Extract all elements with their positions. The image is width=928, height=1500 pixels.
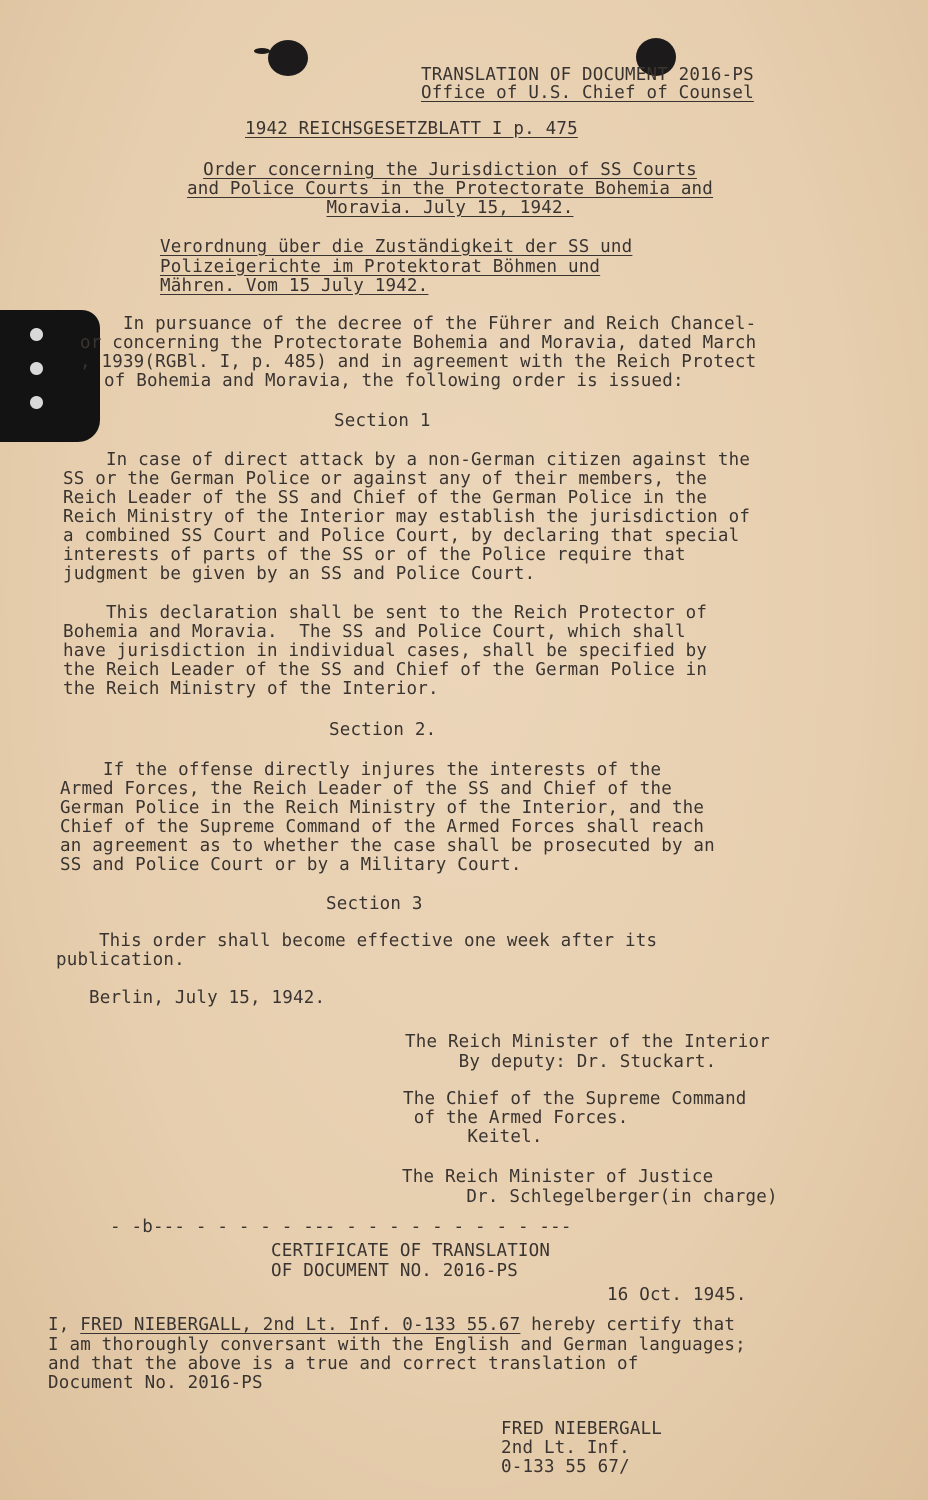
- citation: 1942 REICHSGESETZBLATT I p. 475: [245, 119, 578, 139]
- section1-para1-line: Reich Ministry of the Interior may establish the jurisdiction of: [63, 507, 751, 527]
- punch-hole: [30, 396, 43, 409]
- ink-blot: [268, 40, 308, 76]
- certificate-line: I am thoroughly conversant with the English and German languages;: [48, 1335, 746, 1355]
- header-line1: TRANSLATION OF DOCUMENT 2016-PS: [421, 65, 754, 85]
- header-line2: Office of U.S. Chief of Counsel: [421, 83, 754, 103]
- section1-heading: Section 1: [334, 411, 431, 431]
- translator-rank: 2nd Lt. Inf.: [501, 1438, 630, 1458]
- certificate-date: 16 Oct. 1945.: [607, 1285, 747, 1305]
- preamble-line: or concerning the Protectorate Bohemia and Moravia, dated March: [80, 333, 757, 353]
- signature-line: By deputy: Dr. Stuckart.: [405, 1052, 717, 1072]
- section2-line: If the offense directly injures the interests of the: [60, 760, 662, 780]
- translator-serial: 0-133 55 67/: [501, 1457, 630, 1477]
- section1-para1-line: a combined SS Court and Police Court, by declaring that special: [63, 526, 740, 546]
- section2-line: Chief of the Supreme Command of the Armed Forces shall reach: [60, 817, 705, 837]
- section1-para2-line: Bohemia and Moravia. The SS and Police Court, which shall: [63, 622, 686, 642]
- separator-line: - -b--- - - - - - --- - - - - - - - - - ---: [110, 1217, 572, 1237]
- certificate-title: CERTIFICATE OF TRANSLATION: [271, 1241, 551, 1261]
- section1-para1-line: interests of parts of the SS or of the Police require that: [63, 545, 686, 565]
- translator-name: FRED NIEBERGALL, 2nd Lt. Inf. 0-133 55.67: [80, 1315, 521, 1335]
- translator-signature: FRED NIEBERGALL: [501, 1419, 663, 1439]
- section1-para2-line: This declaration shall be sent to the Reich Protector of: [63, 603, 708, 623]
- section3-heading: Section 3: [326, 894, 423, 914]
- signature-line: The Chief of the Supreme Command: [403, 1089, 747, 1109]
- title-en-line1: Order concerning the Jurisdiction of SS Courts: [203, 160, 697, 180]
- signature-line: The Reich Minister of Justice: [402, 1167, 714, 1187]
- section1-para1-line: In case of direct attack by a non-German citizen against the: [63, 450, 751, 470]
- section1-para2-line: the Reich Ministry of the Interior.: [63, 679, 439, 699]
- section1-para1-line: Reich Leader of the SS and Chief of the German Police in the: [63, 488, 708, 508]
- section1-para1-line: SS or the German Police or against any of their members, the: [63, 469, 708, 489]
- title-en-line2: and Police Courts in the Protectorate Bohemia and: [186, 179, 714, 199]
- section1-para1-line: judgment be given by an SS and Police Court.: [63, 564, 536, 584]
- certificate-text: hereby certify that: [531, 1315, 736, 1335]
- signature-line: Keitel.: [403, 1127, 543, 1147]
- certificate-line: Document No. 2016-PS: [48, 1373, 263, 1393]
- title-de-line3: Mähren. Vom 15 July 1942.: [160, 276, 429, 296]
- section3-line: This order shall become effective one week after its: [56, 931, 658, 951]
- ink-blot: [254, 48, 270, 54]
- title-en-line3: Moravia. July 15, 1942.: [326, 198, 574, 218]
- section1-para2-line: have jurisdiction in individual cases, shall be specified by: [63, 641, 708, 661]
- certificate-title: OF DOCUMENT NO. 2016-PS: [271, 1261, 518, 1281]
- signature-line: The Reich Minister of the Interior: [405, 1032, 771, 1052]
- section1-para2-line: the Reich Leader of the SS and Chief of the German Police in: [63, 660, 708, 680]
- section2-heading: Section 2.: [329, 720, 437, 740]
- section2-line: German Police in the Reich Ministry of the Interior, and the: [60, 798, 705, 818]
- place-date: Berlin, July 15, 1942.: [89, 988, 326, 1008]
- section2-line: Armed Forces, the Reich Leader of the SS and Chief of the: [60, 779, 672, 799]
- section2-line: SS and Police Court or by a Military Court.: [60, 855, 522, 875]
- preamble-line: , 1939(RGBl. I, p. 485) and in agreement with the Reich Protect: [80, 352, 757, 372]
- signature-line: of the Armed Forces.: [403, 1108, 629, 1128]
- section3-line: publication.: [56, 950, 185, 970]
- title-de-line2: Polizeigerichte im Protektorat Böhmen und: [160, 257, 601, 277]
- section2-line: an agreement as to whether the case shall be prosecuted by an: [60, 836, 715, 856]
- punch-hole: [30, 362, 43, 375]
- preamble-line: In pursuance of the decree of the Führer and Reich Chancel-: [80, 314, 757, 334]
- title-de-line1: Verordnung über die Zuständigkeit der SS und: [160, 237, 633, 257]
- preamble-line: of Bohemia and Moravia, the following order is issued:: [104, 371, 684, 391]
- punch-hole: [30, 328, 43, 341]
- certificate-line: and that the above is a true and correct translation of: [48, 1354, 639, 1374]
- certificate-first-line: I, FRED NIEBERGALL, 2nd Lt. Inf. 0-133 55.67 hereby certify that: [48, 1315, 736, 1335]
- signature-line: Dr. Schlegelberger(in charge): [402, 1187, 778, 1207]
